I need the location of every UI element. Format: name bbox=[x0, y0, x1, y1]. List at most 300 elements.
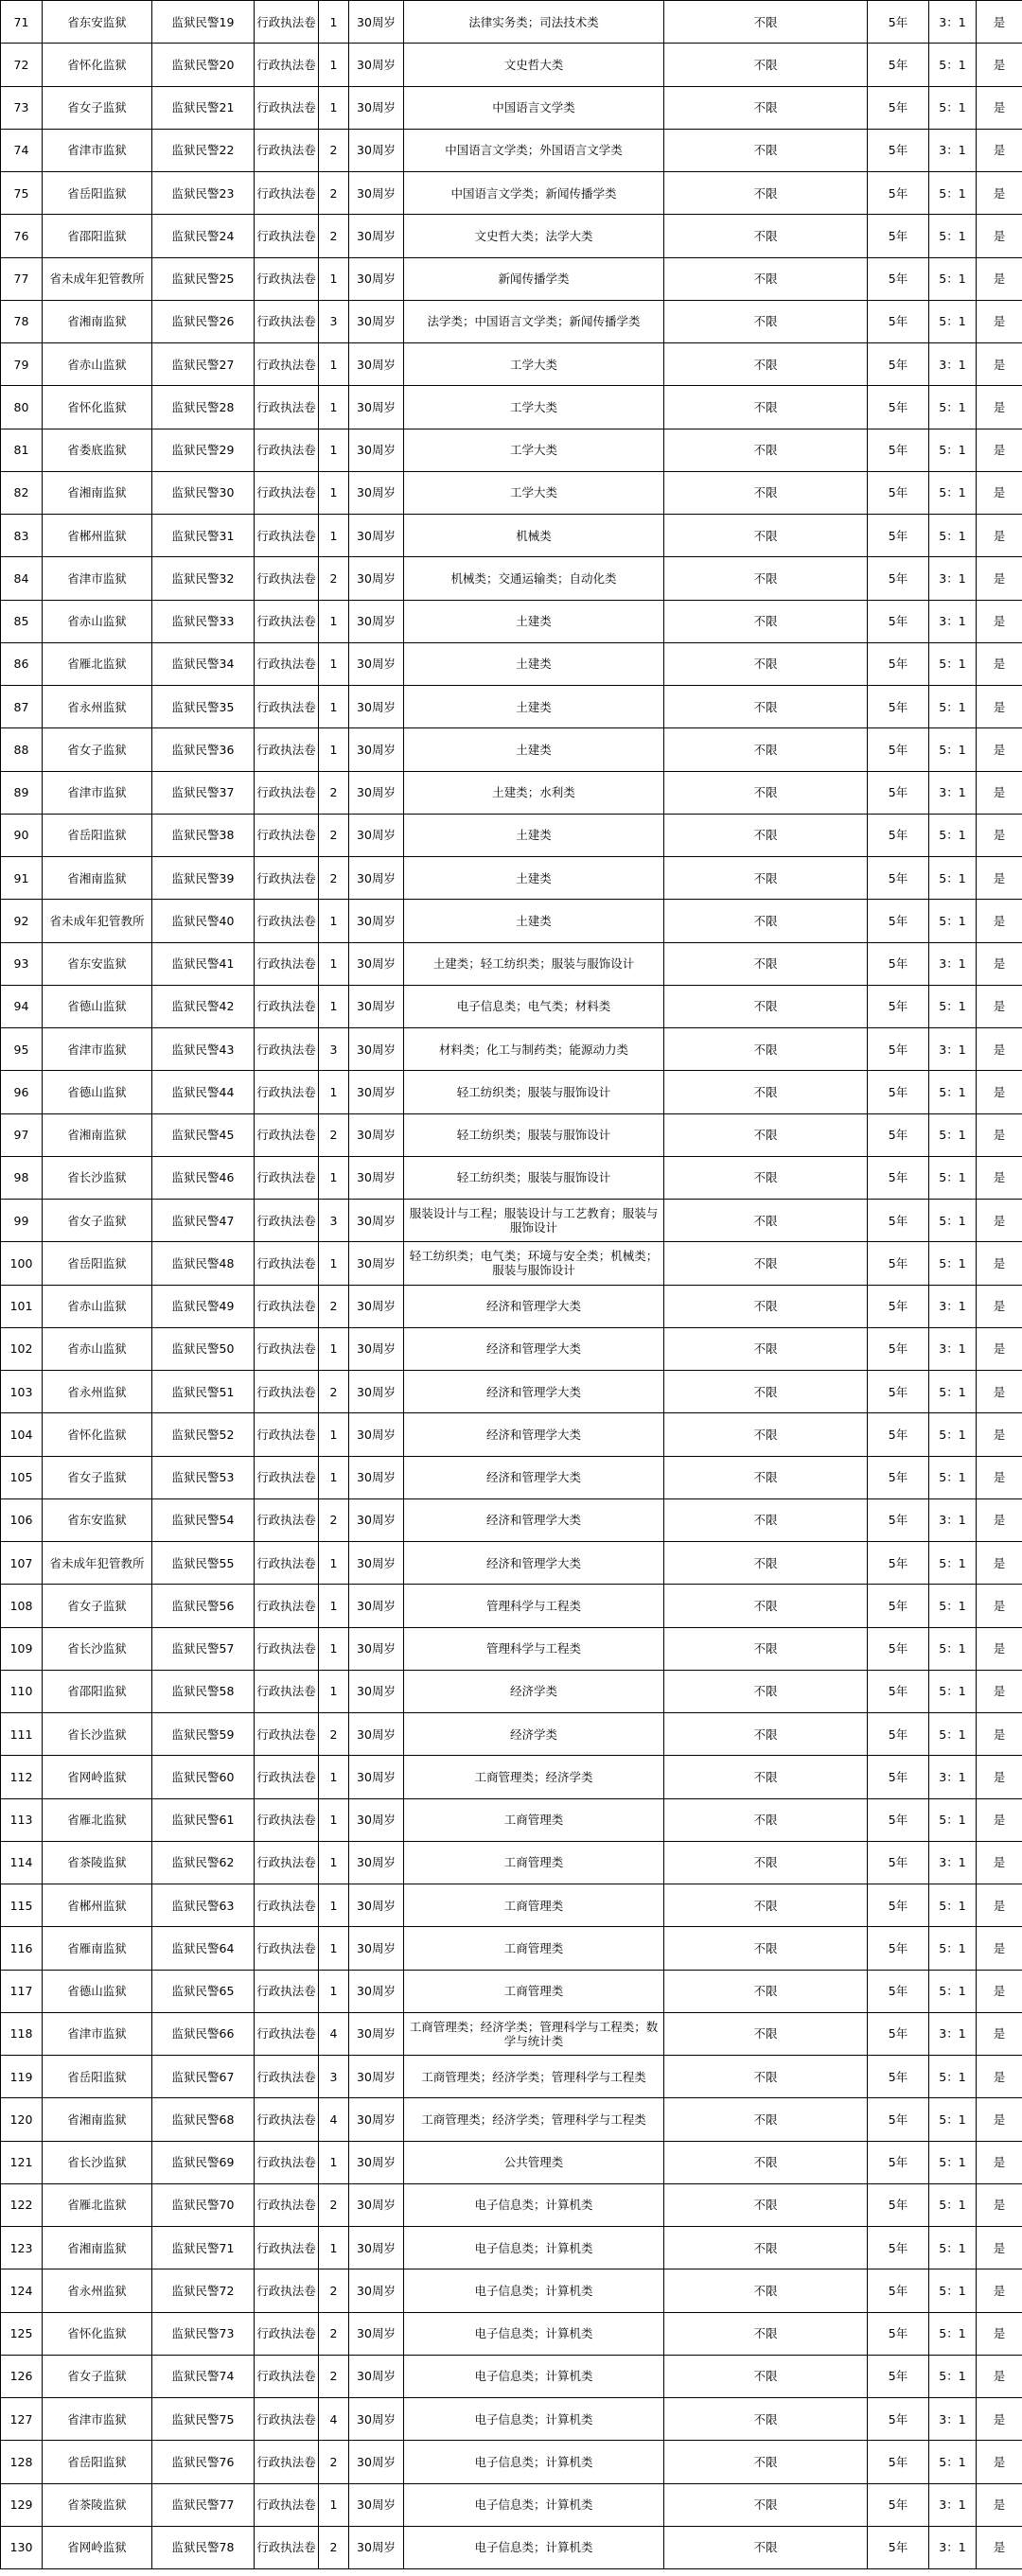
row-number-cell: 118 bbox=[1, 2012, 43, 2055]
major-cell: 工商管理类 bbox=[404, 1970, 664, 2012]
row-number-cell: 124 bbox=[1, 2269, 43, 2312]
headcount-cell: 1 bbox=[319, 1798, 349, 1841]
major-cell: 轻工纺织类；服装与服饰设计 bbox=[404, 1071, 664, 1113]
education-cell: 不限 bbox=[664, 215, 868, 257]
row-number-cell: 130 bbox=[1, 2526, 43, 2568]
major-cell: 工学大类 bbox=[404, 471, 664, 514]
ratio-cell: 5：1 bbox=[929, 429, 977, 471]
ratio-cell: 5：1 bbox=[929, 2269, 977, 2312]
unit-name-cell: 省女子监狱 bbox=[43, 728, 152, 771]
major-cell: 公共管理类 bbox=[404, 2141, 664, 2183]
major-cell: 电子信息类；计算机类 bbox=[404, 2227, 664, 2269]
service-years-cell: 5年 bbox=[868, 2441, 929, 2483]
row-number-cell: 91 bbox=[1, 857, 43, 900]
position-name-cell: 监狱民警60 bbox=[152, 1756, 255, 1798]
headcount-cell: 1 bbox=[319, 1756, 349, 1798]
row-number-cell: 121 bbox=[1, 2141, 43, 2183]
major-cell: 经济和管理学大类 bbox=[404, 1498, 664, 1541]
unit-name-cell: 省东安监狱 bbox=[43, 942, 152, 985]
major-cell: 文史哲大类；法学大类 bbox=[404, 215, 664, 257]
age-limit-cell: 30周岁 bbox=[349, 642, 404, 685]
age-limit-cell: 30周岁 bbox=[349, 1970, 404, 2012]
major-cell: 工商管理类 bbox=[404, 1927, 664, 1970]
age-limit-cell: 30周岁 bbox=[349, 900, 404, 942]
table-row bbox=[1, 2141, 1022, 2183]
major-cell: 轻工纺织类；服装与服饰设计 bbox=[404, 1113, 664, 1156]
age-limit-cell: 30周岁 bbox=[349, 1113, 404, 1156]
row-number-cell: 109 bbox=[1, 1627, 43, 1670]
age-limit-cell: 30周岁 bbox=[349, 2441, 404, 2483]
education-cell: 不限 bbox=[664, 1713, 868, 1756]
ratio-cell: 5：1 bbox=[929, 2355, 977, 2397]
exam-type-cell: 行政执法卷 bbox=[255, 1756, 319, 1798]
table-row bbox=[1, 129, 1022, 171]
education-cell: 不限 bbox=[664, 642, 868, 685]
headcount-cell: 1 bbox=[319, 942, 349, 985]
ratio-cell: 3：1 bbox=[929, 1841, 977, 1884]
unit-name-cell: 省雁北监狱 bbox=[43, 1798, 152, 1841]
row-number-cell: 75 bbox=[1, 172, 43, 215]
required-cell: 是 bbox=[977, 1242, 1022, 1285]
age-limit-cell: 30周岁 bbox=[349, 471, 404, 514]
service-years-cell: 5年 bbox=[868, 1713, 929, 1756]
table-row bbox=[1, 942, 1022, 985]
row-number-cell: 103 bbox=[1, 1371, 43, 1413]
exam-type-cell: 行政执法卷 bbox=[255, 1071, 319, 1113]
position-name-cell: 监狱民警61 bbox=[152, 1798, 255, 1841]
exam-type-cell: 行政执法卷 bbox=[255, 172, 319, 215]
exam-type-cell: 行政执法卷 bbox=[255, 2012, 319, 2055]
position-name-cell: 监狱民警69 bbox=[152, 2141, 255, 2183]
row-number-cell: 107 bbox=[1, 1542, 43, 1585]
major-cell: 工商管理类 bbox=[404, 1884, 664, 1927]
service-years-cell: 5年 bbox=[868, 1327, 929, 1370]
unit-name-cell: 省赤山监狱 bbox=[43, 343, 152, 386]
age-limit-cell: 30周岁 bbox=[349, 1884, 404, 1927]
age-limit-cell: 30周岁 bbox=[349, 2141, 404, 2183]
education-cell: 不限 bbox=[664, 1327, 868, 1370]
major-cell: 工商管理类；经济学类 bbox=[404, 1756, 664, 1798]
ratio-cell: 5：1 bbox=[929, 2227, 977, 2269]
required-cell: 是 bbox=[977, 1756, 1022, 1798]
ratio-cell: 3：1 bbox=[929, 1028, 977, 1071]
age-limit-cell: 30周岁 bbox=[349, 1756, 404, 1798]
ratio-cell: 3：1 bbox=[929, 942, 977, 985]
position-name-cell: 监狱民警23 bbox=[152, 172, 255, 215]
exam-type-cell: 行政执法卷 bbox=[255, 1156, 319, 1199]
table-row bbox=[1, 515, 1022, 557]
exam-type-cell: 行政执法卷 bbox=[255, 2483, 319, 2526]
education-cell: 不限 bbox=[664, 2483, 868, 2526]
service-years-cell: 5年 bbox=[868, 86, 929, 129]
position-name-cell: 监狱民警45 bbox=[152, 1113, 255, 1156]
ratio-cell: 5：1 bbox=[929, 1627, 977, 1670]
age-limit-cell: 30周岁 bbox=[349, 1242, 404, 1285]
unit-name-cell: 省东安监狱 bbox=[43, 1, 152, 44]
headcount-cell: 2 bbox=[319, 2183, 349, 2226]
major-cell: 文史哲大类 bbox=[404, 44, 664, 86]
headcount-cell: 1 bbox=[319, 728, 349, 771]
ratio-cell: 3：1 bbox=[929, 2483, 977, 2526]
education-cell: 不限 bbox=[664, 857, 868, 900]
table-row bbox=[1, 1371, 1022, 1413]
row-number-cell: 108 bbox=[1, 1585, 43, 1627]
ratio-cell: 3：1 bbox=[929, 1756, 977, 1798]
service-years-cell: 5年 bbox=[868, 557, 929, 600]
table-row bbox=[1, 2355, 1022, 2397]
major-cell: 经济和管理学大类 bbox=[404, 1456, 664, 1498]
age-limit-cell: 30周岁 bbox=[349, 1413, 404, 1456]
table-row bbox=[1, 1627, 1022, 1670]
education-cell: 不限 bbox=[664, 2056, 868, 2098]
required-cell: 是 bbox=[977, 386, 1022, 429]
education-cell: 不限 bbox=[664, 814, 868, 856]
exam-type-cell: 行政执法卷 bbox=[255, 942, 319, 985]
position-name-cell: 监狱民警53 bbox=[152, 1456, 255, 1498]
major-cell: 经济和管理学大类 bbox=[404, 1285, 664, 1327]
table-row bbox=[1, 44, 1022, 86]
headcount-cell: 1 bbox=[319, 386, 349, 429]
position-name-cell: 监狱民警44 bbox=[152, 1071, 255, 1113]
headcount-cell: 1 bbox=[319, 2141, 349, 2183]
table-row bbox=[1, 1670, 1022, 1712]
service-years-cell: 5年 bbox=[868, 2355, 929, 2397]
table-row bbox=[1, 1156, 1022, 1199]
table-row bbox=[1, 429, 1022, 471]
position-name-cell: 监狱民警20 bbox=[152, 44, 255, 86]
age-limit-cell: 30周岁 bbox=[349, 1585, 404, 1627]
row-number-cell: 85 bbox=[1, 600, 43, 642]
unit-name-cell: 省邵阳监狱 bbox=[43, 215, 152, 257]
exam-type-cell: 行政执法卷 bbox=[255, 900, 319, 942]
table-row bbox=[1, 1927, 1022, 1970]
service-years-cell: 5年 bbox=[868, 2526, 929, 2568]
education-cell: 不限 bbox=[664, 1927, 868, 1970]
table-row bbox=[1, 1756, 1022, 1798]
required-cell: 是 bbox=[977, 728, 1022, 771]
age-limit-cell: 30周岁 bbox=[349, 2526, 404, 2568]
row-number-cell: 72 bbox=[1, 44, 43, 86]
unit-name-cell: 省女子监狱 bbox=[43, 86, 152, 129]
age-limit-cell: 30周岁 bbox=[349, 172, 404, 215]
major-cell: 电子信息类；计算机类 bbox=[404, 2183, 664, 2226]
service-years-cell: 5年 bbox=[868, 1071, 929, 1113]
unit-name-cell: 省雁南监狱 bbox=[43, 1927, 152, 1970]
required-cell: 是 bbox=[977, 1927, 1022, 1970]
table-row bbox=[1, 1456, 1022, 1498]
unit-name-cell: 省津市监狱 bbox=[43, 771, 152, 814]
exam-type-cell: 行政执法卷 bbox=[255, 2141, 319, 2183]
exam-type-cell: 行政执法卷 bbox=[255, 471, 319, 514]
education-cell: 不限 bbox=[664, 2355, 868, 2397]
position-name-cell: 监狱民警34 bbox=[152, 642, 255, 685]
position-name-cell: 监狱民警28 bbox=[152, 386, 255, 429]
required-cell: 是 bbox=[977, 1200, 1022, 1242]
table-row bbox=[1, 2227, 1022, 2269]
required-cell: 是 bbox=[977, 1028, 1022, 1071]
headcount-cell: 2 bbox=[319, 1498, 349, 1541]
row-number-cell: 113 bbox=[1, 1798, 43, 1841]
headcount-cell: 2 bbox=[319, 2312, 349, 2355]
major-cell: 法律实务类；司法技术类 bbox=[404, 1, 664, 44]
unit-name-cell: 省郴州监狱 bbox=[43, 1884, 152, 1927]
required-cell: 是 bbox=[977, 2012, 1022, 2055]
position-name-cell: 监狱民警54 bbox=[152, 1498, 255, 1541]
exam-type-cell: 行政执法卷 bbox=[255, 1413, 319, 1456]
required-cell: 是 bbox=[977, 215, 1022, 257]
major-cell: 机械类 bbox=[404, 515, 664, 557]
major-cell: 电子信息类；计算机类 bbox=[404, 2398, 664, 2441]
position-name-cell: 监狱民警38 bbox=[152, 814, 255, 856]
row-number-cell: 123 bbox=[1, 2227, 43, 2269]
age-limit-cell: 30周岁 bbox=[349, 1156, 404, 1199]
row-number-cell: 76 bbox=[1, 215, 43, 257]
age-limit-cell: 30周岁 bbox=[349, 814, 404, 856]
major-cell: 轻工纺织类；服装与服饰设计 bbox=[404, 1156, 664, 1199]
required-cell: 是 bbox=[977, 642, 1022, 685]
unit-name-cell: 省未成年犯管教所 bbox=[43, 257, 152, 300]
headcount-cell: 4 bbox=[319, 2398, 349, 2441]
service-years-cell: 5年 bbox=[868, 1285, 929, 1327]
position-name-cell: 监狱民警70 bbox=[152, 2183, 255, 2226]
major-cell: 中国语言文学类 bbox=[404, 86, 664, 129]
age-limit-cell: 30周岁 bbox=[349, 1371, 404, 1413]
education-cell: 不限 bbox=[664, 1285, 868, 1327]
exam-type-cell: 行政执法卷 bbox=[255, 814, 319, 856]
unit-name-cell: 省岳阳监狱 bbox=[43, 2441, 152, 2483]
ratio-cell: 5：1 bbox=[929, 1927, 977, 1970]
exam-type-cell: 行政执法卷 bbox=[255, 129, 319, 171]
position-name-cell: 监狱民警24 bbox=[152, 215, 255, 257]
position-name-cell: 监狱民警46 bbox=[152, 1156, 255, 1199]
position-name-cell: 监狱民警63 bbox=[152, 1884, 255, 1927]
service-years-cell: 5年 bbox=[868, 2183, 929, 2226]
headcount-cell: 1 bbox=[319, 86, 349, 129]
education-cell: 不限 bbox=[664, 172, 868, 215]
unit-name-cell: 省娄底监狱 bbox=[43, 429, 152, 471]
headcount-cell: 1 bbox=[319, 1884, 349, 1927]
major-cell: 经济和管理学大类 bbox=[404, 1413, 664, 1456]
unit-name-cell: 省湘南监狱 bbox=[43, 857, 152, 900]
exam-type-cell: 行政执法卷 bbox=[255, 1585, 319, 1627]
position-name-cell: 监狱民警59 bbox=[152, 1713, 255, 1756]
required-cell: 是 bbox=[977, 1327, 1022, 1370]
row-number-cell: 84 bbox=[1, 557, 43, 600]
major-cell: 工商管理类；经济学类；管理科学与工程类；数学与统计类 bbox=[404, 2012, 664, 2055]
major-cell: 中国语言文学类；新闻传播学类 bbox=[404, 172, 664, 215]
position-name-cell: 监狱民警36 bbox=[152, 728, 255, 771]
headcount-cell: 3 bbox=[319, 2056, 349, 2098]
unit-name-cell: 省湘南监狱 bbox=[43, 2227, 152, 2269]
age-limit-cell: 30周岁 bbox=[349, 985, 404, 1027]
major-cell: 工商管理类；经济学类；管理科学与工程类 bbox=[404, 2056, 664, 2098]
table-row bbox=[1, 215, 1022, 257]
ratio-cell: 5：1 bbox=[929, 1156, 977, 1199]
ratio-cell: 3：1 bbox=[929, 2526, 977, 2568]
ratio-cell: 5：1 bbox=[929, 2141, 977, 2183]
required-cell: 是 bbox=[977, 172, 1022, 215]
age-limit-cell: 30周岁 bbox=[349, 1071, 404, 1113]
position-name-cell: 监狱民警47 bbox=[152, 1200, 255, 1242]
table-row bbox=[1, 1242, 1022, 1285]
unit-name-cell: 省雁北监狱 bbox=[43, 2183, 152, 2226]
service-years-cell: 5年 bbox=[868, 2056, 929, 2098]
required-cell: 是 bbox=[977, 1542, 1022, 1585]
position-name-cell: 监狱民警75 bbox=[152, 2398, 255, 2441]
major-cell: 电子信息类；计算机类 bbox=[404, 2355, 664, 2397]
row-number-cell: 128 bbox=[1, 2441, 43, 2483]
service-years-cell: 5年 bbox=[868, 1585, 929, 1627]
major-cell: 服装设计与工程；服装设计与工艺教育；服装与服饰设计 bbox=[404, 1200, 664, 1242]
major-cell: 电子信息类；计算机类 bbox=[404, 2269, 664, 2312]
unit-name-cell: 省德山监狱 bbox=[43, 1071, 152, 1113]
unit-name-cell: 省长沙监狱 bbox=[43, 2141, 152, 2183]
table-row bbox=[1, 814, 1022, 856]
education-cell: 不限 bbox=[664, 1498, 868, 1541]
headcount-cell: 1 bbox=[319, 1413, 349, 1456]
age-limit-cell: 30周岁 bbox=[349, 1327, 404, 1370]
table-row bbox=[1, 1841, 1022, 1884]
major-cell: 管理科学与工程类 bbox=[404, 1627, 664, 1670]
major-cell: 土建类 bbox=[404, 728, 664, 771]
education-cell: 不限 bbox=[664, 1756, 868, 1798]
exam-type-cell: 行政执法卷 bbox=[255, 300, 319, 342]
row-number-cell: 92 bbox=[1, 900, 43, 942]
ratio-cell: 5：1 bbox=[929, 2441, 977, 2483]
service-years-cell: 5年 bbox=[868, 1884, 929, 1927]
row-number-cell: 111 bbox=[1, 1713, 43, 1756]
unit-name-cell: 省长沙监狱 bbox=[43, 1713, 152, 1756]
table-row bbox=[1, 1798, 1022, 1841]
ratio-cell: 5：1 bbox=[929, 642, 977, 685]
headcount-cell: 2 bbox=[319, 857, 349, 900]
table-row bbox=[1, 900, 1022, 942]
unit-name-cell: 省岳阳监狱 bbox=[43, 814, 152, 856]
position-name-cell: 监狱民警32 bbox=[152, 557, 255, 600]
service-years-cell: 5年 bbox=[868, 343, 929, 386]
exam-type-cell: 行政执法卷 bbox=[255, 557, 319, 600]
age-limit-cell: 30周岁 bbox=[349, 515, 404, 557]
major-cell: 土建类 bbox=[404, 900, 664, 942]
major-cell: 土建类 bbox=[404, 814, 664, 856]
ratio-cell: 3：1 bbox=[929, 343, 977, 386]
unit-name-cell: 省女子监狱 bbox=[43, 1456, 152, 1498]
education-cell: 不限 bbox=[664, 44, 868, 86]
headcount-cell: 1 bbox=[319, 44, 349, 86]
education-cell: 不限 bbox=[664, 1884, 868, 1927]
exam-type-cell: 行政执法卷 bbox=[255, 343, 319, 386]
exam-type-cell: 行政执法卷 bbox=[255, 985, 319, 1027]
ratio-cell: 5：1 bbox=[929, 857, 977, 900]
ratio-cell: 5：1 bbox=[929, 1670, 977, 1712]
position-name-cell: 监狱民警57 bbox=[152, 1627, 255, 1670]
table-row bbox=[1, 642, 1022, 685]
required-cell: 是 bbox=[977, 1113, 1022, 1156]
service-years-cell: 5年 bbox=[868, 900, 929, 942]
row-number-cell: 83 bbox=[1, 515, 43, 557]
position-name-cell: 监狱民警26 bbox=[152, 300, 255, 342]
education-cell: 不限 bbox=[664, 2398, 868, 2441]
unit-name-cell: 省长沙监狱 bbox=[43, 1156, 152, 1199]
position-name-cell: 监狱民警71 bbox=[152, 2227, 255, 2269]
unit-name-cell: 省郴州监狱 bbox=[43, 515, 152, 557]
position-name-cell: 监狱民警22 bbox=[152, 129, 255, 171]
ratio-cell: 5：1 bbox=[929, 471, 977, 514]
education-cell: 不限 bbox=[664, 1413, 868, 1456]
ratio-cell: 5：1 bbox=[929, 1071, 977, 1113]
service-years-cell: 5年 bbox=[868, 642, 929, 685]
unit-name-cell: 省网岭监狱 bbox=[43, 2526, 152, 2568]
age-limit-cell: 30周岁 bbox=[349, 2483, 404, 2526]
table-row bbox=[1, 2012, 1022, 2055]
position-name-cell: 监狱民警67 bbox=[152, 2056, 255, 2098]
major-cell: 轻工纺织类；电气类；环境与安全类；机械类；服装与服饰设计 bbox=[404, 1242, 664, 1285]
ratio-cell: 5：1 bbox=[929, 515, 977, 557]
headcount-cell: 2 bbox=[319, 2269, 349, 2312]
position-name-cell: 监狱民警52 bbox=[152, 1413, 255, 1456]
table-row bbox=[1, 1327, 1022, 1370]
row-number-cell: 115 bbox=[1, 1884, 43, 1927]
age-limit-cell: 30周岁 bbox=[349, 129, 404, 171]
ratio-cell: 5：1 bbox=[929, 1542, 977, 1585]
ratio-cell: 5：1 bbox=[929, 1456, 977, 1498]
service-years-cell: 5年 bbox=[868, 2312, 929, 2355]
exam-type-cell: 行政执法卷 bbox=[255, 2526, 319, 2568]
exam-type-cell: 行政执法卷 bbox=[255, 1200, 319, 1242]
exam-type-cell: 行政执法卷 bbox=[255, 1884, 319, 1927]
age-limit-cell: 30周岁 bbox=[349, 2012, 404, 2055]
exam-type-cell: 行政执法卷 bbox=[255, 1542, 319, 1585]
age-limit-cell: 30周岁 bbox=[349, 1028, 404, 1071]
age-limit-cell: 30周岁 bbox=[349, 1927, 404, 1970]
exam-type-cell: 行政执法卷 bbox=[255, 2441, 319, 2483]
ratio-cell: 5：1 bbox=[929, 2183, 977, 2226]
required-cell: 是 bbox=[977, 771, 1022, 814]
ratio-cell: 5：1 bbox=[929, 728, 977, 771]
exam-type-cell: 行政执法卷 bbox=[255, 1113, 319, 1156]
major-cell: 土建类 bbox=[404, 642, 664, 685]
unit-name-cell: 省网岭监狱 bbox=[43, 1756, 152, 1798]
service-years-cell: 5年 bbox=[868, 942, 929, 985]
position-name-cell: 监狱民警64 bbox=[152, 1927, 255, 1970]
education-cell: 不限 bbox=[664, 2141, 868, 2183]
age-limit-cell: 30周岁 bbox=[349, 386, 404, 429]
service-years-cell: 5年 bbox=[868, 1413, 929, 1456]
exam-type-cell: 行政执法卷 bbox=[255, 1927, 319, 1970]
position-name-cell: 监狱民警30 bbox=[152, 471, 255, 514]
required-cell: 是 bbox=[977, 557, 1022, 600]
age-limit-cell: 30周岁 bbox=[349, 1627, 404, 1670]
age-limit-cell: 30周岁 bbox=[349, 857, 404, 900]
headcount-cell: 1 bbox=[319, 1242, 349, 1285]
unit-name-cell: 省湘南监狱 bbox=[43, 300, 152, 342]
table-row bbox=[1, 686, 1022, 728]
age-limit-cell: 30周岁 bbox=[349, 2056, 404, 2098]
required-cell: 是 bbox=[977, 2141, 1022, 2183]
exam-type-cell: 行政执法卷 bbox=[255, 1627, 319, 1670]
ratio-cell: 5：1 bbox=[929, 215, 977, 257]
service-years-cell: 5年 bbox=[868, 1456, 929, 1498]
row-number-cell: 97 bbox=[1, 1113, 43, 1156]
required-cell: 是 bbox=[977, 1713, 1022, 1756]
service-years-cell: 5年 bbox=[868, 1798, 929, 1841]
unit-name-cell: 省怀化监狱 bbox=[43, 1413, 152, 1456]
ratio-cell: 3：1 bbox=[929, 1285, 977, 1327]
table-row bbox=[1, 257, 1022, 300]
required-cell: 是 bbox=[977, 2526, 1022, 2568]
education-cell: 不限 bbox=[664, 600, 868, 642]
service-years-cell: 5年 bbox=[868, 771, 929, 814]
